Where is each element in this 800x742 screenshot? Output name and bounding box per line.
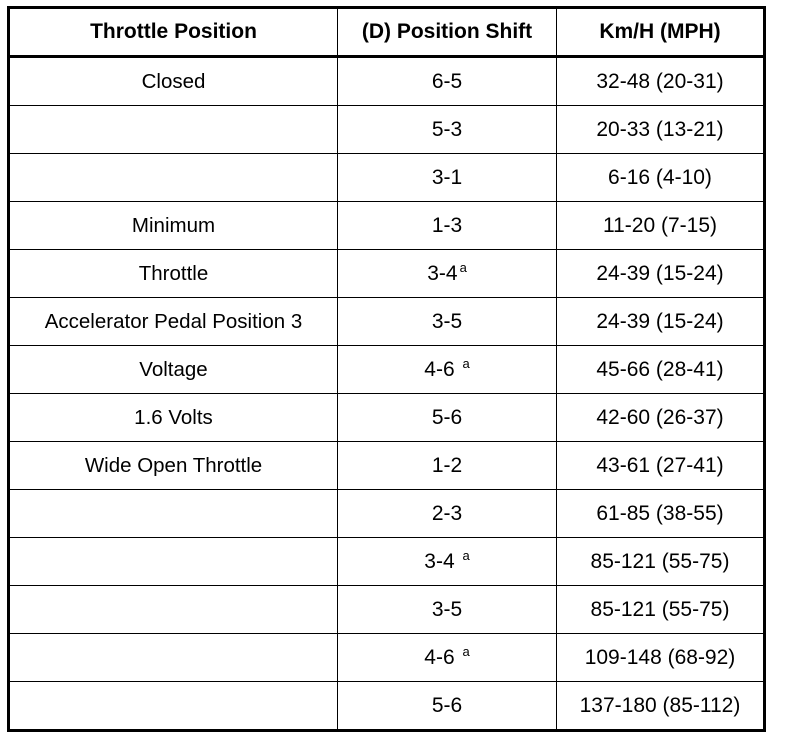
speed-cell: 24-39 (15-24) bbox=[557, 250, 765, 298]
shift-value: 6-5 bbox=[431, 69, 463, 93]
table-row bbox=[9, 298, 765, 346]
shift-value: 4-6 bbox=[424, 645, 461, 669]
speed-cell: 6-16 (4-10) bbox=[557, 154, 765, 202]
header-speed: Km/H (MPH) bbox=[557, 8, 765, 57]
throttle-position-cell: Accelerator Pedal Position 3 bbox=[9, 298, 338, 346]
position-shift-cell bbox=[338, 442, 557, 490]
throttle-position-cell bbox=[9, 106, 338, 154]
table-row bbox=[9, 154, 765, 202]
speed-cell: 109-148 (68-92) bbox=[557, 634, 765, 682]
table-row bbox=[9, 394, 765, 442]
throttle-position-cell bbox=[9, 538, 338, 586]
speed-cell: 85-121 (55-75) bbox=[557, 586, 765, 634]
speed-cell: 43-61 (27-41) bbox=[557, 442, 765, 490]
table-row bbox=[9, 538, 765, 586]
position-shift-cell bbox=[338, 682, 557, 731]
position-shift-cell bbox=[338, 346, 557, 394]
position-shift-cell bbox=[338, 202, 557, 250]
position-shift-cell bbox=[338, 394, 557, 442]
shift-value: 3-4 bbox=[427, 261, 458, 285]
speed-cell: 42-60 (26-37) bbox=[557, 394, 765, 442]
footnote-marker: a bbox=[462, 643, 470, 659]
position-shift-cell bbox=[338, 298, 557, 346]
shift-speed-table bbox=[7, 6, 766, 732]
speed-cell: 24-39 (15-24) bbox=[557, 298, 765, 346]
footnote-marker: a bbox=[459, 259, 467, 275]
table-row bbox=[9, 634, 765, 682]
shift-value: 5-6 bbox=[431, 405, 463, 429]
shift-value: 3-5 bbox=[431, 597, 463, 621]
footnote-marker: a bbox=[462, 355, 470, 371]
table-body bbox=[9, 57, 765, 731]
table-row bbox=[9, 586, 765, 634]
shift-value: 5-6 bbox=[431, 693, 463, 717]
shift-value: 3-1 bbox=[431, 165, 463, 189]
position-shift-cell bbox=[338, 154, 557, 202]
speed-cell: 137-180 (85-112) bbox=[557, 682, 765, 731]
throttle-position-cell: 1.6 Volts bbox=[9, 394, 338, 442]
shift-value: 3-4 bbox=[424, 549, 461, 573]
position-shift-cell bbox=[338, 586, 557, 634]
position-shift-cell bbox=[338, 250, 557, 298]
position-shift-cell bbox=[338, 538, 557, 586]
speed-cell: 61-85 (38-55) bbox=[557, 490, 765, 538]
throttle-position-cell: Voltage bbox=[9, 346, 338, 394]
shift-value: 4-6 bbox=[424, 357, 461, 381]
position-shift-cell bbox=[338, 106, 557, 154]
throttle-position-cell: Wide Open Throttle bbox=[9, 442, 338, 490]
position-shift-cell bbox=[338, 634, 557, 682]
table-row bbox=[9, 202, 765, 250]
header-row bbox=[9, 8, 765, 57]
speed-cell: 11-20 (7-15) bbox=[557, 202, 765, 250]
throttle-position-cell bbox=[9, 586, 338, 634]
table-row bbox=[9, 490, 765, 538]
table-row bbox=[9, 346, 765, 394]
position-shift-cell bbox=[338, 490, 557, 538]
footnote-marker: a bbox=[462, 547, 470, 563]
shift-value: 1-3 bbox=[431, 213, 463, 237]
shift-value: 2-3 bbox=[431, 501, 463, 525]
table-row bbox=[9, 250, 765, 298]
throttle-position-cell bbox=[9, 490, 338, 538]
header-position-shift: (D) Position Shift bbox=[338, 8, 557, 57]
table-row bbox=[9, 682, 765, 731]
speed-cell: 85-121 (55-75) bbox=[557, 538, 765, 586]
throttle-position-cell bbox=[9, 634, 338, 682]
throttle-position-cell: Throttle bbox=[9, 250, 338, 298]
throttle-position-cell: Minimum bbox=[9, 202, 338, 250]
throttle-position-cell bbox=[9, 154, 338, 202]
speed-cell: 45-66 (28-41) bbox=[557, 346, 765, 394]
throttle-position-cell: Closed bbox=[9, 57, 338, 106]
table-row bbox=[9, 106, 765, 154]
speed-cell: 32-48 (20-31) bbox=[557, 57, 765, 106]
shift-value: 5-3 bbox=[431, 117, 463, 141]
shift-value: 3-5 bbox=[431, 309, 463, 333]
speed-cell: 20-33 (13-21) bbox=[557, 106, 765, 154]
throttle-position-cell bbox=[9, 682, 338, 731]
table-row bbox=[9, 442, 765, 490]
header-throttle-position: Throttle Position bbox=[9, 8, 338, 57]
position-shift-cell bbox=[338, 57, 557, 106]
table-row bbox=[9, 57, 765, 106]
shift-value: 1-2 bbox=[431, 453, 463, 477]
